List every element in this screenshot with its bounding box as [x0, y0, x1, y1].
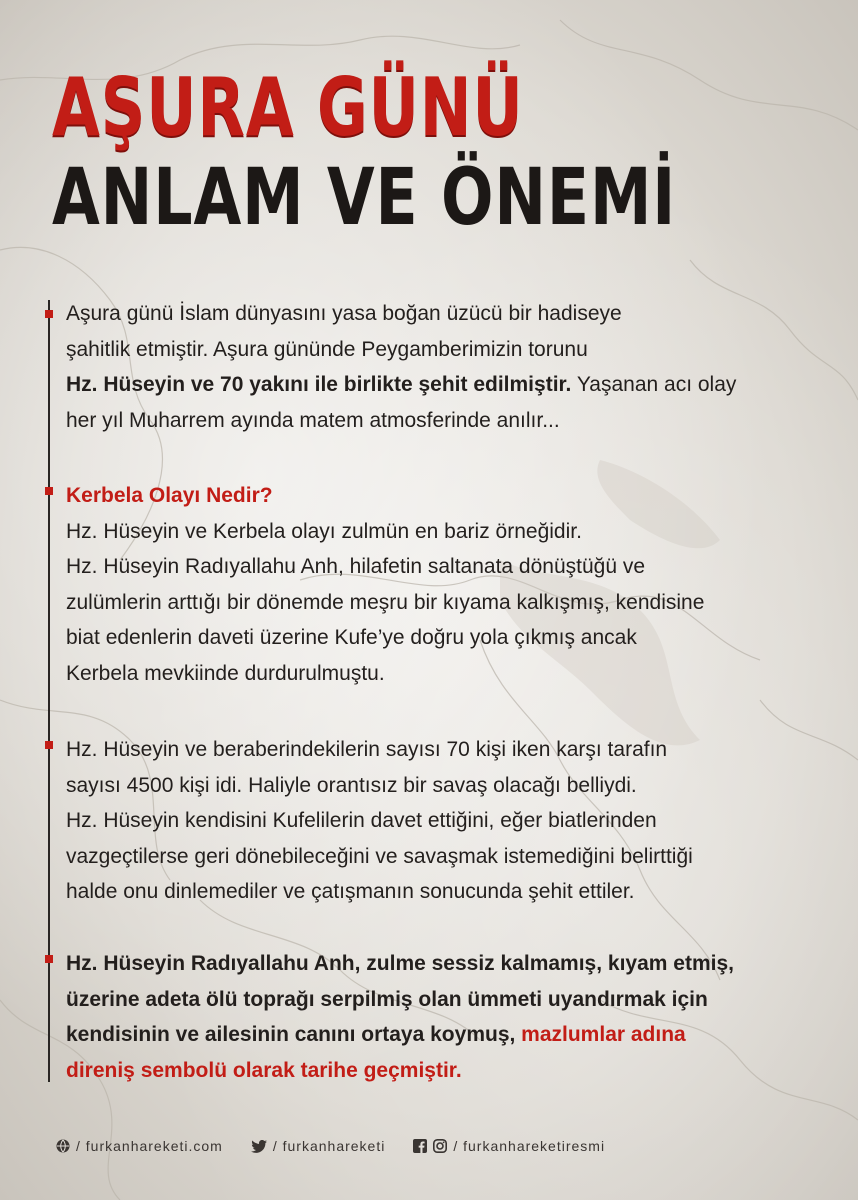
intro-highlight: Hz. Hüseyin ve 70 yakını ile birlikte şehit edilmiştir.: [66, 373, 572, 396]
kerbela-line: Hz. Hüseyin Radıyallahu Anh, hilafetin saltanata dönüştüğü ve: [66, 555, 646, 578]
battle-line: sayısı 4500 kişi idi. Haliyle orantısız bir savaş olacağı belliydi.: [66, 773, 637, 797]
bullet-marker: [45, 487, 53, 495]
kerbela-line: Kerbela mevkiinde durdurulmuştu.: [66, 661, 385, 685]
battle-line: Hz. Hüseyin ve beraberindekilerin sayısı 70 kişi iken karşı tarafın: [66, 738, 668, 761]
social-handle[interactable]: / furkanhareketiresmi: [453, 1138, 606, 1154]
intro-line: Aşura günü İslam dünyasını yasa boğan üzücü bir hadiseye: [66, 302, 622, 325]
kerbela-line: Hz. Hüseyin ve Kerbela olayı zulmün en bariz örneğidir.: [66, 519, 582, 543]
kerbela-section: [66, 478, 766, 691]
conclusion-line: [66, 1017, 766, 1053]
kerbela-line: biat edenlerin daveti üzerine Kufe’ye doğru yola çıkmış ancak: [66, 626, 637, 649]
page-title-line-1: AŞURA GÜNÜ: [52, 61, 524, 154]
twitter-icon: [251, 1140, 267, 1153]
bullet-marker: [45, 741, 53, 749]
page-title-line-2: ANLAM VE ÖNEMİ: [52, 153, 677, 243]
conclusion-text: kendisinin ve ailesinin canını ortaya koymuş,: [66, 1023, 522, 1046]
intro-line-rest: Yaşanan acı olay: [571, 373, 737, 396]
social-footer: [56, 1136, 605, 1156]
instagram-icon: [433, 1139, 447, 1153]
intro-section: [66, 296, 766, 438]
conclusion-section: [66, 946, 766, 1088]
conclusion-highlight: mazlumlar adına: [521, 1023, 686, 1046]
timeline-divider: [48, 300, 50, 1082]
twitter-handle[interactable]: / furkanhareketi: [272, 1138, 386, 1154]
globe-icon: [56, 1139, 70, 1153]
conclusion-highlight: direniş sembolü olarak tarihe geçmiştir.: [66, 1058, 462, 1082]
facebook-icon: [413, 1139, 427, 1153]
conclusion-line: üzerine adeta ölü toprağı serpilmiş olan ümmeti uyandırmak için: [66, 987, 708, 1011]
battle-line: Hz. Hüseyin kendisini Kufelilerin davet ettiğini, eğer biatlerinden: [66, 809, 657, 832]
section-heading: Kerbela Olayı Nedir?: [66, 484, 273, 507]
battle-section: [66, 732, 766, 910]
conclusion-line: Hz. Hüseyin Radıyallahu Anh, zulme sessiz kalmamış, kıyam etmiş,: [66, 952, 734, 975]
bullet-marker: [45, 310, 53, 318]
battle-line: vazgeçtilerse geri dönebileceğini ve savaşmak istemediğini belirttiği: [66, 844, 693, 868]
bullet-marker: [45, 955, 53, 963]
battle-line: halde onu dinlemediler ve çatışmanın sonucunda şehit ettiler.: [66, 880, 635, 903]
intro-line: [66, 367, 766, 403]
intro-line: her yıl Muharrem ayında matem atmosferinde anılır...: [66, 408, 560, 432]
kerbela-line: zulümlerin arttığı bir dönemde meşru bir kıyama kalkışmış, kendisine: [66, 590, 705, 614]
intro-line: şahitlik etmiştir. Aşura gününde Peygamberimizin torunu: [66, 337, 588, 361]
website-link[interactable]: / furkanhareketi.com: [76, 1138, 223, 1154]
